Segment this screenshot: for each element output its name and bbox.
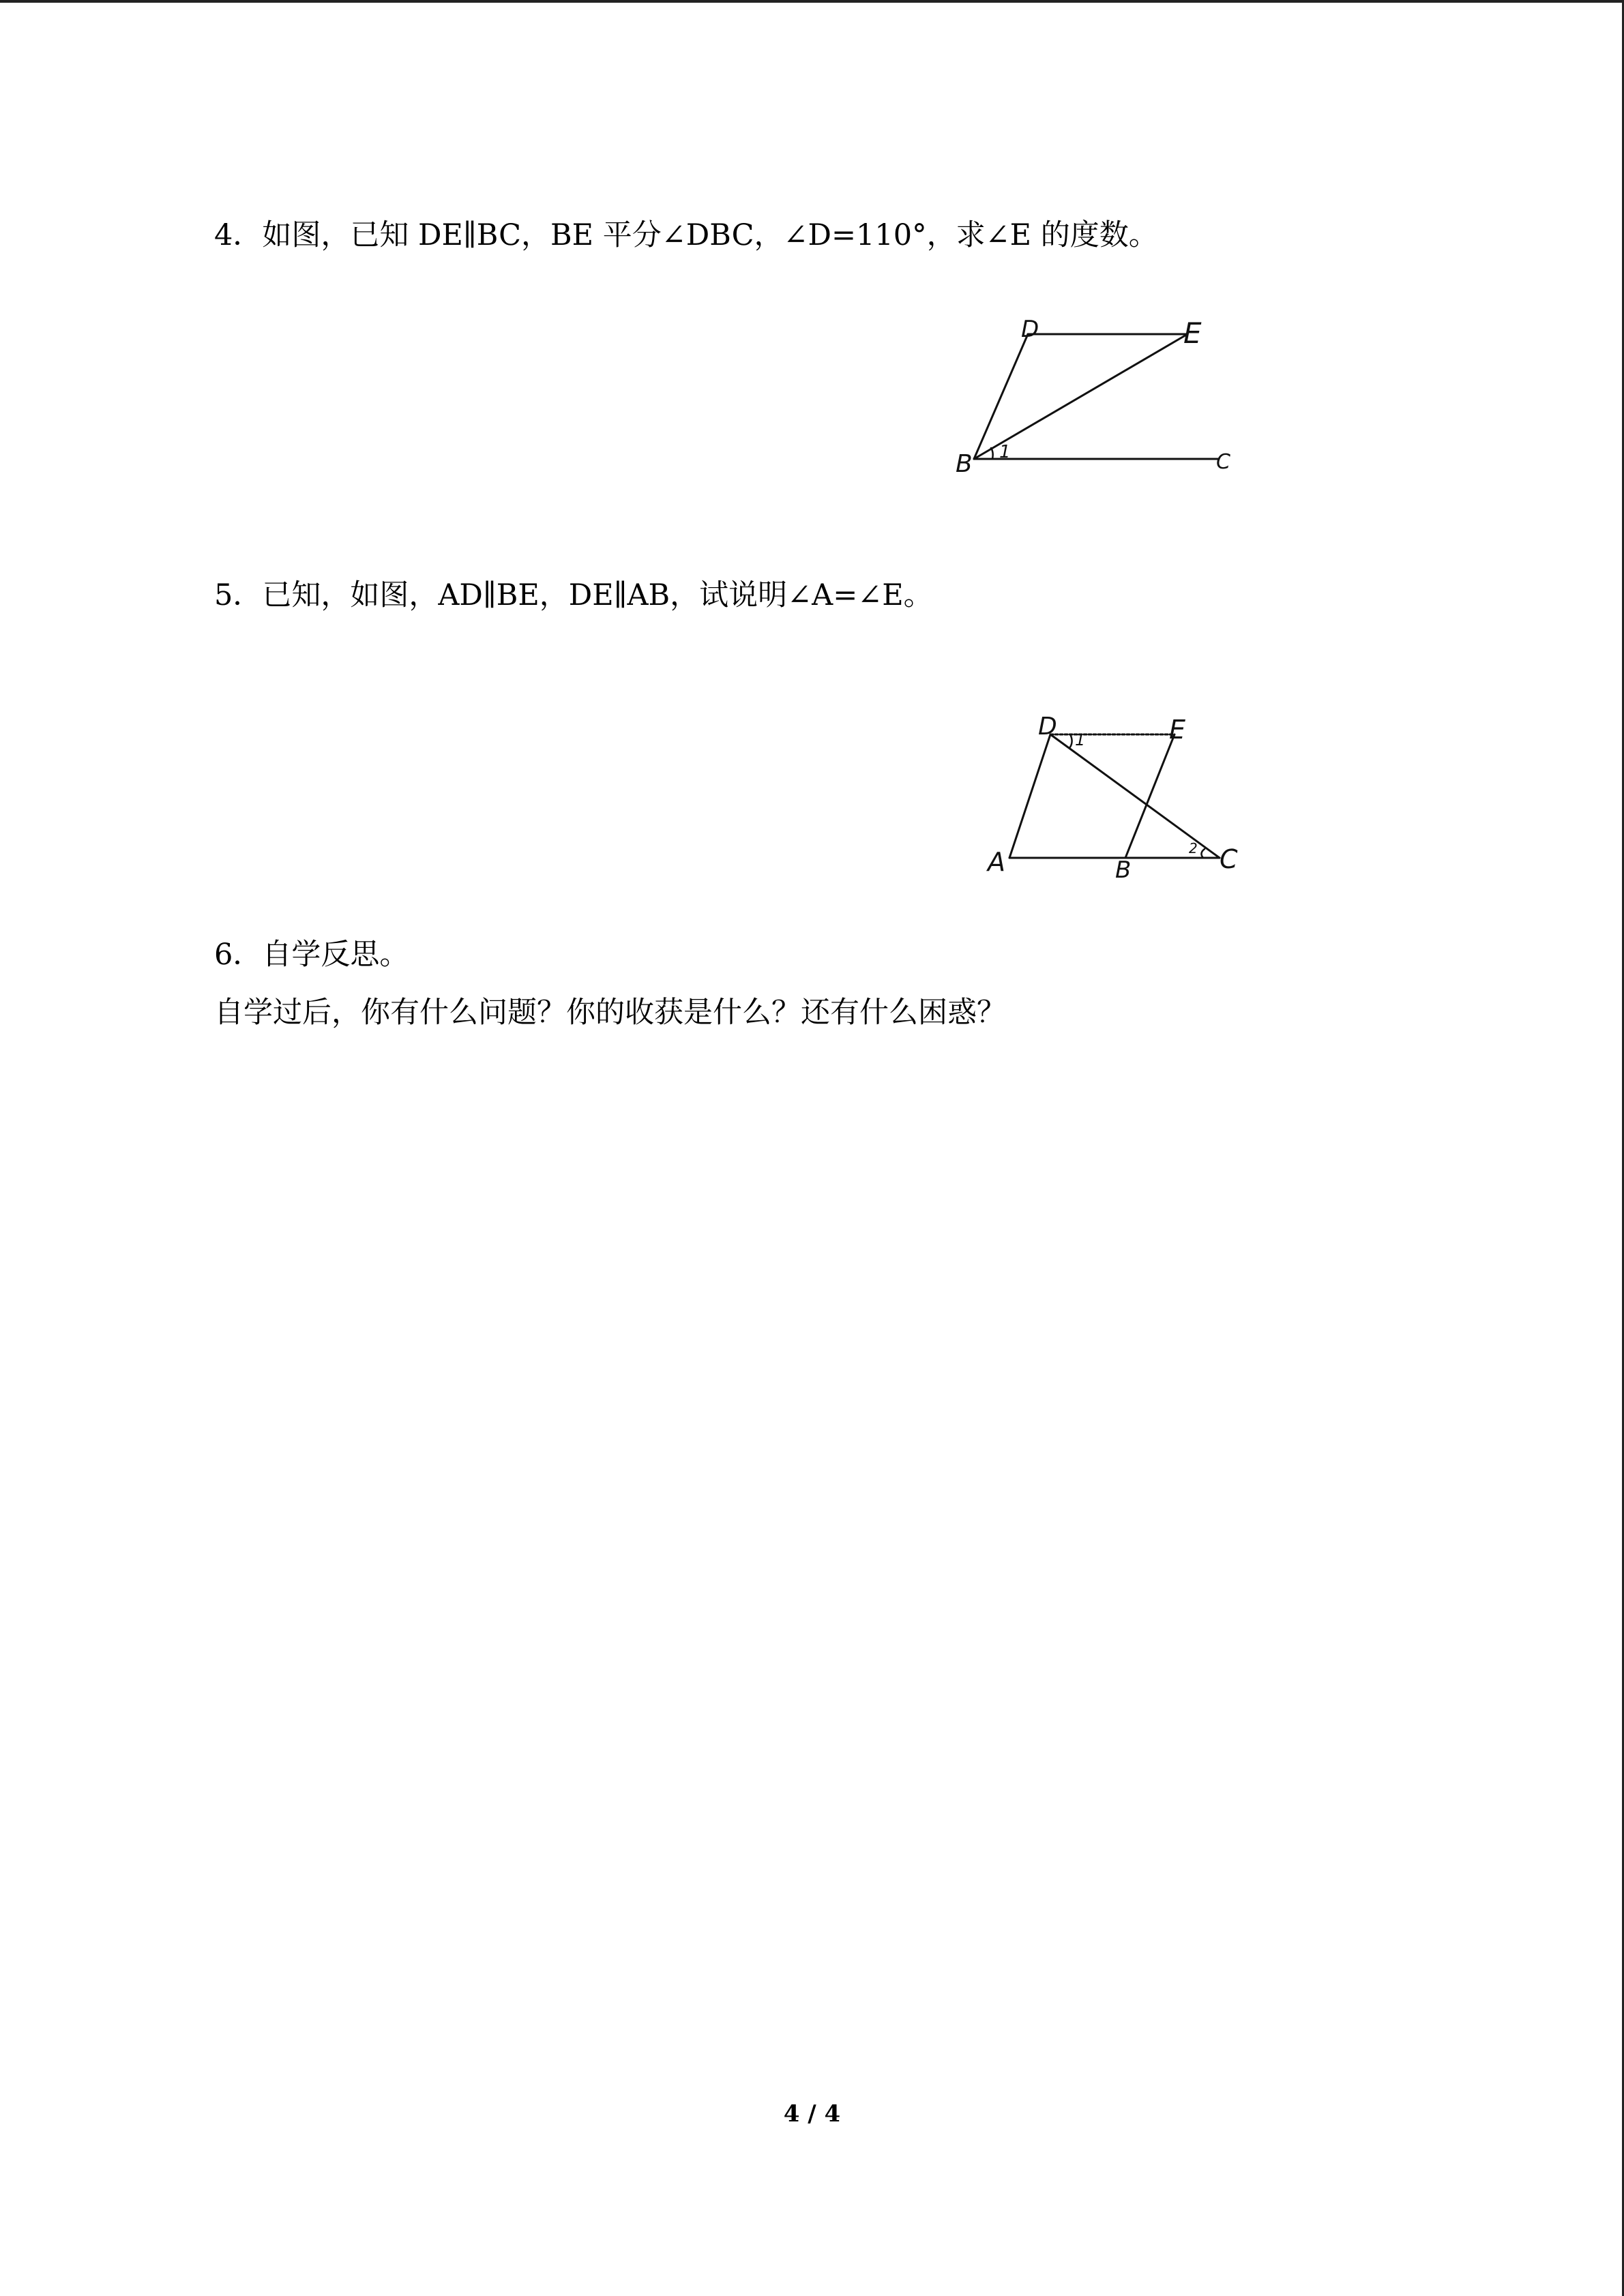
segment-be	[974, 334, 1187, 459]
label-c: C	[1220, 844, 1238, 874]
label-b: B	[956, 450, 973, 478]
label-e: E	[1183, 316, 1202, 350]
question-4-text: 4．如图，已知 DE∥BC，BE 平分∠DBC，∠D=110°，求∠E 的度数。	[214, 218, 1158, 252]
question-4-figure	[951, 310, 1252, 484]
page-number: 4 / 4	[783, 2100, 841, 2128]
question-6-text: 6．自学反思。	[214, 938, 409, 972]
segment-db	[974, 334, 1028, 459]
label-e: E	[1169, 715, 1186, 745]
segment-da	[1009, 734, 1050, 858]
angle-2-label: 2	[1189, 840, 1198, 856]
label-a: A	[988, 847, 1005, 877]
question-5-text: 5．已知，如图，AD∥BE，DE∥AB，试说明∠A=∠E。	[214, 578, 933, 612]
label-d: D	[1021, 316, 1039, 343]
question-6-prompt: 自学过后，你有什么问题？你的收获是什么？还有什么困惑？	[214, 996, 1006, 1030]
figure-4-svg	[951, 310, 1252, 484]
label-b: B	[1115, 856, 1132, 884]
angle-2-arc	[1201, 849, 1205, 858]
label-c: C	[1216, 450, 1230, 474]
segment-be	[1125, 734, 1175, 858]
figure-5-svg	[975, 699, 1262, 886]
question-5-figure	[975, 699, 1262, 886]
angle-1-arc	[991, 448, 993, 459]
label-d: D	[1038, 713, 1057, 741]
angle-1-arc	[1069, 736, 1072, 748]
angle-1-label: 1	[1075, 730, 1086, 749]
angle-1-label: 1	[999, 442, 1011, 462]
segment-dc	[1050, 734, 1220, 858]
